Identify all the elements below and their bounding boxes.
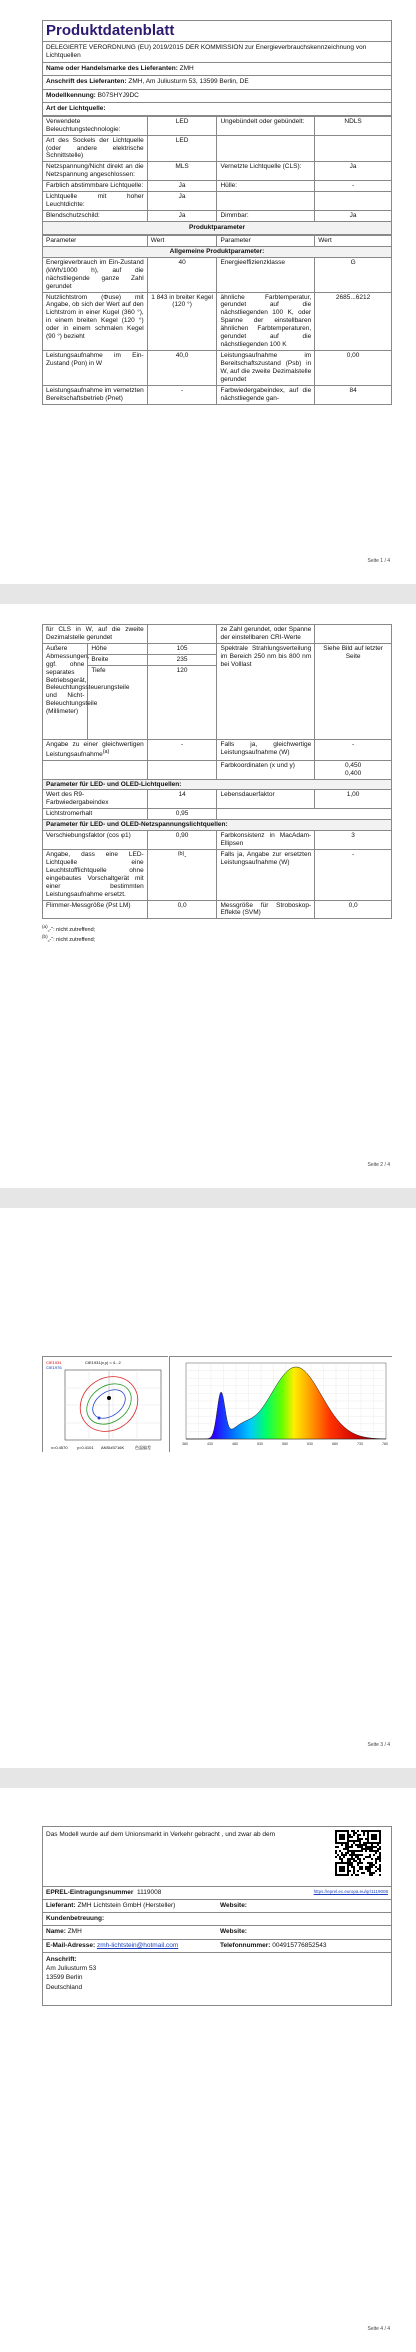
spectrum-x-ticks	[182, 1442, 388, 1446]
page-number: Seite 1 / 4	[367, 557, 390, 564]
spectrum-tick-label: 680	[332, 1442, 338, 1446]
type-label: Blendschutzschild:	[43, 210, 148, 221]
legend-cie1931: CIE1931	[46, 1360, 62, 1365]
params-header-row	[43, 236, 392, 247]
type-value: Ja	[147, 192, 217, 211]
param-label-2: Energieeffizienzklasse	[217, 257, 315, 292]
type-value: LED	[147, 116, 217, 135]
page-1-content	[42, 20, 392, 405]
address-line-2: 13599 Berlin	[46, 1974, 83, 1982]
regulation-subtitle: DELEGIERTE VERORDNUNG (EU) 2019/2015 DER KOMMISSION zur Energieverbrauchskennzeichnung von Lichtquellen	[42, 42, 392, 63]
flicker-label: Flimmer-Messgröße (Pst LM)	[43, 900, 148, 919]
type-label-2: Ungebündelt oder gebündelt:	[217, 116, 315, 135]
type-label-2: Dimmbar:	[217, 210, 315, 221]
page-4	[0, 1788, 416, 2352]
replacement-r-label: Falls ja, Angabe zur ersetzten Leistungsaufnahme (W)	[217, 849, 315, 900]
registration-row	[43, 1887, 391, 1900]
cos-value: 0,90	[147, 831, 217, 850]
spectrum-svg	[170, 1357, 393, 1453]
website-label: Website:	[220, 1902, 247, 1910]
footnote-a: $^{(a)}$„-“: nicht zutreffend;	[42, 924, 96, 934]
readout-y: y=0.4101	[77, 1445, 94, 1450]
supplier-address-label: Anschrift des Lieferanten:	[46, 78, 127, 86]
maintenance-value: 0,95	[147, 809, 217, 820]
model-value: B07SHYJ9DC	[97, 91, 139, 99]
spectrum-tick-label: 580	[282, 1442, 288, 1446]
dim-value: 235	[147, 654, 217, 665]
supplier-name-label: Name oder Handelsmarke des Lieferanten:	[46, 65, 178, 73]
param-label: Energieverbrauch im Ein-Zustand (kWh/1000 h), auf die nächstliegende ganze Zahl gerundet	[43, 257, 148, 292]
email-row	[43, 1940, 391, 1953]
r9-row	[43, 790, 392, 809]
address-row	[43, 1953, 391, 2005]
cie-chromaticity-chart	[42, 1356, 168, 1452]
flicker-value: 0,0	[147, 900, 217, 919]
maintenance-row	[43, 809, 392, 820]
contact-name-row	[43, 1926, 391, 1939]
type-row	[43, 162, 392, 181]
param-label: Nutzlichtstrom (Φuse) mit Angabe, ob sich der Wert auf den Lichtstrom in einer Kugel (360 °), in einem breiten Kegel (120 °) oder in einem schmalen Kegel (90 °) bezieht	[43, 292, 148, 350]
replacement-value: $^{(b)}$-	[147, 849, 217, 900]
cie-header-text: CIE1931(x,y) = 4...2	[85, 1360, 121, 1365]
cos-row	[43, 831, 392, 850]
dim-key: Höhe	[88, 643, 147, 654]
contact-name-value: ZMH	[67, 1928, 82, 1936]
type-value: Ja	[147, 181, 217, 192]
supplier-address-row	[42, 76, 392, 89]
cie-chart-svg	[43, 1357, 169, 1453]
page-number: Seite 4 / 4	[367, 2325, 390, 2332]
product-params-section: Produktparameter	[42, 222, 392, 235]
page-3	[0, 1208, 416, 1768]
param-row	[43, 385, 392, 404]
params-table-continued	[42, 624, 392, 919]
address-line-1: Am Juliusturm 53	[46, 1965, 97, 1973]
param-value: 1 843 in breiter Kegel (120 °)	[147, 292, 217, 350]
footnote-b: $^{(b)}$„-“: nicht zutreffend;	[42, 934, 96, 944]
type-value-2	[315, 192, 392, 211]
spectrum-tick-label: 530	[257, 1442, 263, 1446]
eprel-link[interactable]: https://eprel.ec.europa.eu/qr/1119008	[313, 1889, 388, 1894]
param-label-2: Farbwiedergabeindex, auf die nächstliegende gan-	[217, 385, 315, 404]
email-link[interactable]: zmh-lichtstein@hotmail.com	[96, 1941, 179, 1949]
macadam-label: Farbkonsistenz in MacAdam-Ellipsen	[217, 831, 315, 850]
flicker-row	[43, 900, 392, 919]
dims-row-1	[43, 643, 392, 654]
type-row	[43, 210, 392, 221]
spectral-distribution-chart	[169, 1356, 392, 1452]
r9-label: Wert des R9-Farbwiedergabeindex	[43, 790, 148, 809]
footnotes	[42, 924, 392, 944]
registration-value: 1119008	[137, 1889, 162, 1896]
type-value-2: Ja	[315, 210, 392, 221]
param-value: 40,0	[147, 351, 217, 386]
param-label-2: ähnliche Farbtemperatur, gerundet auf die nächstliegenden 100 K, oder Spanne der einstellbaren ähnlichen Farbtemperaturen, gerundet auf die nächstliegenden 100 K	[217, 292, 315, 350]
model-row	[42, 90, 392, 103]
spectrum-tick-label: 430	[207, 1442, 213, 1446]
supplier-name-value: ZMH	[179, 65, 194, 73]
dim-value: 120	[147, 665, 217, 739]
model-label: Modellkennung:	[46, 91, 96, 99]
supplier-address-value: ZMH, Am Juliusturm 53, 13599 Berlin, DE	[128, 78, 249, 86]
page-2-content	[42, 624, 392, 945]
led-params-section: Parameter für LED- und OLED-Lichtquellen:	[43, 779, 392, 790]
contact-website-label: Website:	[220, 1928, 247, 1936]
equivalent-power-r-value: -	[315, 739, 392, 760]
replacement-r-value: -	[315, 849, 392, 900]
life-factor-label: Lebensdauerfaktor	[217, 790, 315, 809]
qr-code-svg	[335, 1830, 381, 1876]
mains-params-section: Parameter für LED- und OLED-Netzspannungslichtquellen:	[43, 820, 392, 831]
param-value: -	[147, 385, 217, 404]
document-title: Produktdatenblatt	[42, 20, 392, 42]
stroboscopic-label: Messgröße für Stroboskop-Effekte (SVM)	[217, 900, 315, 919]
spectrum-tick-label: 780	[382, 1442, 388, 1446]
type-value-2	[315, 135, 392, 162]
header-param-2: Parameter	[217, 236, 315, 247]
spectrum-tick-label: 630	[307, 1442, 313, 1446]
macadam-value: 3	[315, 831, 392, 850]
type-value: Ja	[147, 210, 217, 221]
type-label: Art des Sockels der Lichtquelle (oder andere elektrische Schnittstelle)	[43, 135, 148, 162]
email-label: E-Mail-Adresse:	[46, 1941, 96, 1949]
continued-right-text: ze Zahl gerundet, oder Spanne der einstellbaren CRI-Werte	[217, 625, 315, 644]
param-row	[43, 257, 392, 292]
param-value-2: G	[315, 257, 392, 292]
supplier-name-row	[42, 63, 392, 76]
page-number: Seite 2 / 4	[367, 1161, 390, 1168]
param-row	[43, 292, 392, 350]
life-factor-value: 1,00	[315, 790, 392, 809]
address-line-3: Deutschland	[46, 1983, 83, 1991]
type-label-2	[217, 192, 315, 211]
params-table	[42, 235, 392, 405]
header-param-1: Parameter	[43, 236, 148, 247]
spectrum-tick-label: 480	[232, 1442, 238, 1446]
phone-label: Telefonnummer:	[220, 1941, 271, 1949]
supplier-value: ZMH Lichtstein GmbH (Hersteller)	[77, 1902, 176, 1910]
param-label: Leistungsaufnahme im Ein-Zustand (Pon) in W	[43, 351, 148, 386]
phone-value: 004915776852543	[272, 1941, 327, 1949]
registration-label: EPREL-Eintragungsnummer	[46, 1889, 134, 1896]
type-value: MLS	[147, 162, 217, 181]
type-table	[42, 116, 392, 222]
eprel-details	[42, 1886, 392, 2006]
replacement-label: Angabe, dass eine LED-Lichtquelle eine Leuchtstofflichtquelle ohne eingebautes Vorschaltgerät mit einer bestimmten Leistungsaufnahme ersetzt.	[43, 849, 148, 900]
contact-name-label: Name:	[46, 1928, 66, 1936]
supplier-row	[43, 1900, 391, 1913]
continued-left-text: für CLS in W, auf die zweite Dezimalstelle gerundet	[43, 625, 148, 644]
color-coordinates-label: Farbkoordinaten (x und y)	[217, 760, 315, 779]
equivalent-power-value: -	[147, 739, 217, 760]
param-value-2: 0,00	[315, 351, 392, 386]
dim-key: Breite	[88, 654, 147, 665]
address-label: Anschrift:	[46, 1955, 77, 1963]
market-intro-text: Das Modell wurde auf dem Unionsmarkt in Verkehr gebracht , und zwar ab dem	[46, 1831, 276, 1838]
type-label: Verwendete Beleuchtungstechnologie:	[43, 116, 148, 135]
measured-point	[107, 1396, 111, 1400]
readout-x: x=0.4570	[51, 1445, 68, 1450]
maintenance-label: Lichtstromerhalt	[43, 809, 148, 820]
readout-deviation: 色温偏差	[135, 1445, 151, 1450]
equivalent-power-r-label: Falls ja, gleichwertige Leistungsaufnahme (W)	[217, 739, 315, 760]
spectrum-tick-label: 730	[357, 1442, 363, 1446]
header-value-2: Wert	[315, 236, 392, 247]
spectral-label: Spektrale Strahlungsverteilung im Bereich 250 nm bis 800 nm bei Volllast	[217, 643, 315, 739]
dim-key: Tiefe	[88, 665, 147, 739]
spectrum-tick-label: 380	[182, 1442, 188, 1446]
type-label-2	[217, 135, 315, 162]
type-label: Lichtquelle mit hoher Leuchtdichte:	[43, 192, 148, 211]
customer-service-row	[43, 1913, 391, 1926]
type-value: LED	[147, 135, 217, 162]
legend-cie1976: CIE1976	[46, 1365, 62, 1370]
supplier-label: Lieferant:	[46, 1902, 76, 1910]
general-params-section: Allgemeine Produktparameter:	[43, 246, 392, 257]
equivalent-power-label: Angabe zu einer gleichwertigen Leistungsaufnahme$^{(a)}$	[43, 739, 148, 760]
type-value-2: -	[315, 181, 392, 192]
header-value-1: Wert	[147, 236, 217, 247]
type-label-2: Vernetzte Lichtquelle (CLS):	[217, 162, 315, 181]
type-row	[43, 181, 392, 192]
replacement-row	[43, 849, 392, 900]
type-row	[43, 135, 392, 162]
stroboscopic-value: 0,0	[315, 900, 392, 919]
param-label: Leistungsaufnahme im vernetzten Bereitschaftsbetrieb (Pnet)	[43, 385, 148, 404]
type-value-2: NDLS	[315, 116, 392, 135]
color-coordinates-value: 0,450 0,400	[315, 760, 392, 779]
eprel-qr-code[interactable]	[335, 1830, 381, 1876]
readout-cct: ANSI#3716K	[101, 1445, 125, 1450]
reference-point	[98, 1417, 101, 1420]
type-row	[43, 116, 392, 135]
param-value-2: 2685...6212	[315, 292, 392, 350]
spectral-value: Siehe Bild auf letzter Seite	[315, 643, 392, 739]
type-label: Farblich abstimmbare Lichtquelle:	[43, 181, 148, 192]
param-label-2: Leistungsaufnahme im Bereitschaftszustand (Psb) in W, auf die zweite Dezimalstelle gerundet	[217, 351, 315, 386]
cos-label: Verschiebungsfaktor (cos φ1)	[43, 831, 148, 850]
param-value-2: 84	[315, 385, 392, 404]
type-label-2: Hülle:	[217, 181, 315, 192]
page-number: Seite 3 / 4	[367, 1741, 390, 1748]
type-row	[43, 192, 392, 211]
continued-row	[43, 625, 392, 644]
color-coordinates-row	[43, 760, 392, 779]
equivalent-power-row	[43, 739, 392, 760]
type-label: Netzspannung/Nicht direkt an die Netzspannung angeschlossen:	[43, 162, 148, 181]
param-value: 40	[147, 257, 217, 292]
outer-dimensions-label: Außere Abmessungen, ggf. ohne separates Betriebsgerät, Beleuchtungssteuerungsteile und Nicht-Beleuchtungsteile (Millimeter)	[43, 643, 88, 739]
page-2	[0, 604, 416, 1188]
type-value-2: Ja	[315, 162, 392, 181]
light-source-type-label: Art der Lichtquelle:	[42, 103, 392, 116]
customer-service-label: Kundenbetreuung:	[46, 1915, 105, 1923]
page-1	[0, 0, 416, 584]
param-row	[43, 351, 392, 386]
dim-value: 105	[147, 643, 217, 654]
r9-value: 14	[147, 790, 217, 809]
